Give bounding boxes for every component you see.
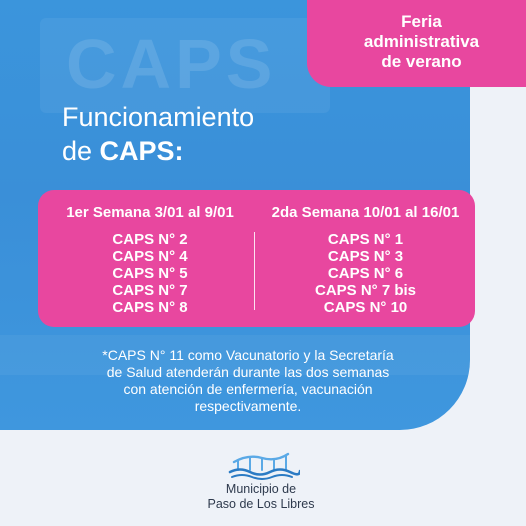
municipality-logo [0,440,526,520]
footnote-line-2: de Salud atenderán durante las dos semanas [106,364,390,380]
week-2-column [263,204,468,316]
list-item: CAPS N° 7 bis [314,282,417,299]
logo-line-2: Paso de Los Libres [207,497,315,511]
badge-line-3: de verano [381,52,462,71]
badge-line-1: Feria [401,12,442,31]
badge-line-2: administrativa [363,32,480,51]
week-2-list [263,231,468,316]
schedule-card [38,190,475,327]
list-item: CAPS N° 8 [112,299,188,316]
logo-line-1: Municipio de [225,482,297,496]
week-2-title: 2da Semana 10/01 al 16/01 [271,204,460,221]
footnote [78,347,418,415]
footnote-line-3: con atención de enfermería, vacunación [123,381,373,397]
list-item: CAPS N° 7 [112,282,188,299]
week-1-title: 1er Semana 3/01 al 9/01 [66,204,234,221]
list-item: CAPS N° 4 [112,248,188,265]
title-bold: CAPS: [99,136,184,166]
title-line-1: Funcionamiento [62,102,255,132]
title-line-2 [62,134,254,168]
list-item: CAPS N° 1 [327,231,404,248]
page-title [62,100,254,168]
list-item: CAPS N° 6 [327,265,404,282]
list-item: CAPS N° 2 [112,231,188,248]
week-1-column [50,204,250,316]
feria-badge [307,0,526,87]
footnote-line-4: respectivamente. [194,398,302,414]
title-prefix: de [62,136,100,166]
background-sign-text: CAPS [66,25,277,103]
column-divider [254,232,255,310]
list-item: CAPS N° 3 [327,248,404,265]
list-item: CAPS N° 5 [112,265,188,282]
river-waves-logo-icon [228,448,300,480]
logo-text [186,482,336,512]
list-item: CAPS N° 10 [323,299,408,316]
footnote-line-1: *CAPS N° 11 como Vacunatorio y la Secretaría [102,347,394,363]
week-1-list [50,231,250,316]
